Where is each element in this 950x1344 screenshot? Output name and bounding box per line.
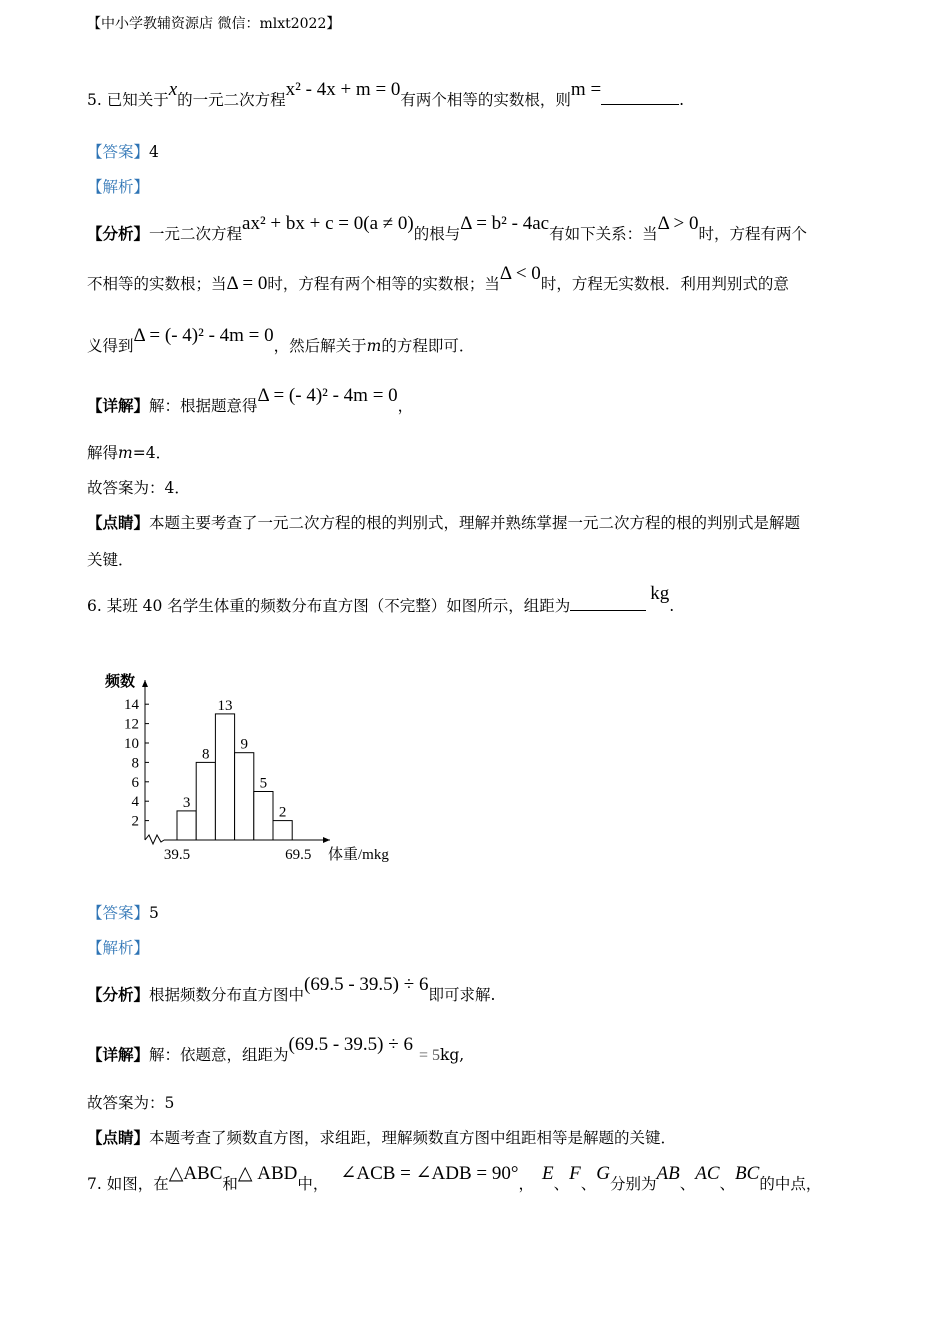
y-tick-label: 12 bbox=[124, 716, 139, 733]
q5-analysis-line2: 不相等的实数根；当Δ = 0时，方程有两个相等的实数根；当Δ < 0时，方程无实数根．利用判别式的意 bbox=[87, 263, 789, 294]
answer-blank[interactable] bbox=[570, 596, 646, 611]
discriminant: Δ = b² - 4ac bbox=[460, 213, 550, 234]
y-tick-label: 10 bbox=[124, 736, 139, 752]
var-x: x bbox=[168, 79, 178, 100]
q6-comment: 【点睛】本题考查了频数直方图，求组距，理解频数直方图中组距相等是解题的关键． bbox=[87, 1128, 677, 1147]
x-tick-label: 69.5 bbox=[285, 847, 312, 863]
x-tick-label: 39.5 bbox=[163, 847, 191, 863]
page-header: 【中小学教辅资源店 微信：mlxt2022】 bbox=[87, 16, 341, 32]
histogram-bar bbox=[215, 714, 234, 840]
q5-equation: x² - 4x + m = 0 bbox=[285, 79, 401, 100]
histogram-bar bbox=[254, 792, 273, 841]
histogram-bar bbox=[196, 762, 215, 840]
q5-comment-line1: 【点睛】本题主要考查了一元二次方程的根的判别式，理解并熟练掌握一元二次方程的根的判别式是解题 bbox=[87, 513, 801, 532]
y-tick-label: 6 bbox=[131, 774, 139, 791]
q6-analysis: 【分析】根据频数分布直方图中(69.5 - 39.5) ÷ 6即可求解. bbox=[87, 974, 496, 1004]
q6-answer: 【答案】5 bbox=[87, 904, 159, 922]
q5-solve: 解得m=4． bbox=[87, 444, 172, 462]
q5-analysis-line1: 【分析】一元二次方程ax² + bx + c = 0(a ≠ 0)的根与Δ = b² - 4ac有如下关系：当Δ > 0时，方程有两个 bbox=[87, 213, 807, 243]
q6-final: 故答案为：5 bbox=[87, 1094, 175, 1112]
bar-value-label: 2 bbox=[278, 804, 287, 821]
q5-detail: 【详解】解：根据题意得Δ = (- 4)² - 4m = 0， bbox=[87, 385, 414, 415]
q5-answer: 【答案】4 bbox=[87, 143, 159, 161]
q5-ask: m = bbox=[570, 79, 602, 100]
q5-stem: 5. 已知关于x的一元二次方程x² - 4x + m = 0有两个相等的实数根，则m = . bbox=[87, 79, 685, 109]
bar-value-label: 5 bbox=[259, 775, 268, 792]
y-axis-arrow bbox=[142, 680, 148, 687]
q6-detail: 【详解】解：依题意，组距为(69.5 - 39.5) ÷ 6= 5kg, bbox=[87, 1034, 465, 1064]
bar-value-label: 13 bbox=[217, 697, 233, 714]
histogram-bar bbox=[273, 821, 292, 840]
y-tick-label: 2 bbox=[131, 813, 139, 830]
q5-comment-line2: 关键． bbox=[87, 551, 134, 569]
q6-stem: 6. 某班 40 名学生体重的频数分布直方图（不完整）如图所示，组距为kg. bbox=[87, 583, 675, 615]
y-tick-label: 14 bbox=[124, 697, 139, 714]
y-axis-title: 频数 bbox=[105, 674, 136, 690]
q5-analysis-label: 【解析】 bbox=[87, 178, 150, 196]
bar-value-label: 8 bbox=[202, 746, 210, 763]
bar-value-label: 3 bbox=[182, 794, 191, 811]
q7-stem: 7. 如图，在△ABC和△ ABD中， ∠ACB = ∠ADB = 90°， E、F、G分别为AB、AC、BC的中点， bbox=[87, 1163, 822, 1193]
answer-blank[interactable] bbox=[601, 90, 679, 105]
histogram-bar bbox=[235, 753, 254, 840]
x-axis-arrow bbox=[323, 837, 330, 843]
x-axis-break bbox=[145, 835, 164, 844]
q6-analysis-label: 【解析】 bbox=[87, 939, 150, 957]
x-axis-title: 体重/mkg bbox=[328, 847, 389, 863]
histogram-chart bbox=[95, 660, 415, 870]
q5-analysis-line3: 义得到Δ = (- 4)² - 4m = 0，然后解关于m的方程即可． bbox=[87, 325, 475, 355]
y-tick-label: 4 bbox=[131, 794, 139, 811]
q6-expression: (69.5 - 39.5) ÷ 6 bbox=[304, 974, 429, 995]
bar-value-label: 9 bbox=[240, 736, 248, 753]
y-tick-label: 8 bbox=[131, 755, 139, 772]
histogram-bar bbox=[177, 811, 196, 840]
q5-final: 故答案为：4． bbox=[87, 479, 190, 497]
general-equation: ax² + bx + c = 0(a ≠ 0) bbox=[242, 213, 414, 234]
